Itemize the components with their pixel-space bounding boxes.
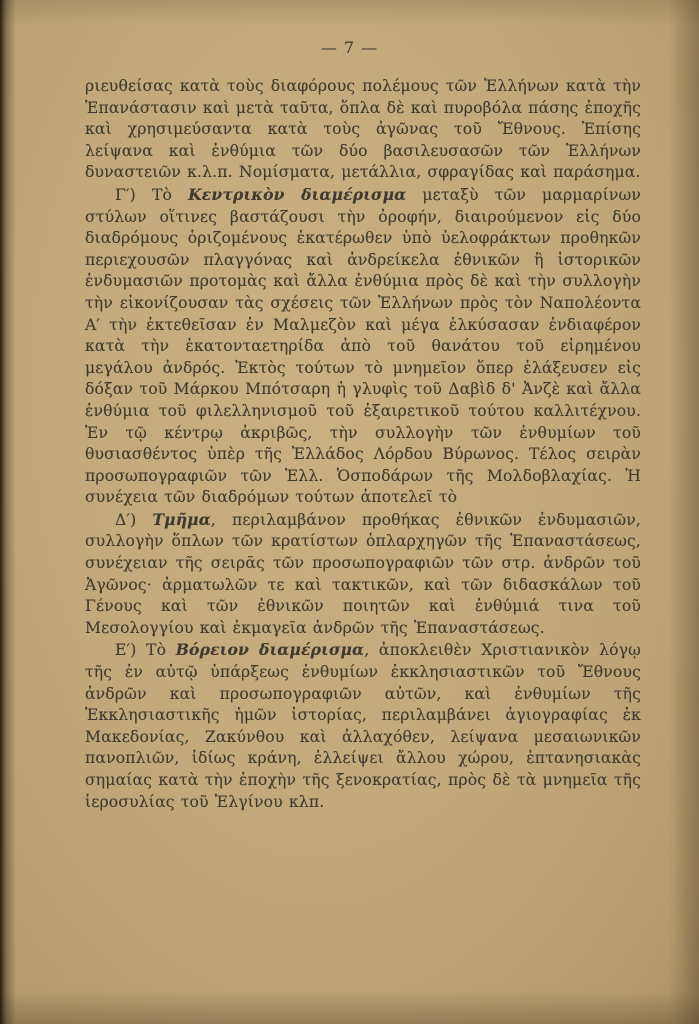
section-title-department: Τμῆμα	[152, 509, 211, 529]
text-segment: , ἀποκλειθὲν Χριστιανικὸν λόγῳ τῆς ἐν αὐτῷ ὑπάρξεως ἐνθυμίων ἐκκλησιαστικῶν τοῦ Ἔθνους ἀνδρῶν καὶ προσωπογραφιῶν αὐτῶν, καὶ ἐνθυμίων τῆς Ἐκκλησιαστικῆς ἡμῶν ἱστορίας, περιλαμβάνει ἁγιογραφίας ἐκ Μακεδονίας, Ζακύνθου καὶ ἀλλαχόθεν, λείψανα μεσαιωνικῶν πανοπλιῶν, ἰδίως κράνη, ἐλλείψει ἄλλου χώρου, ἑπτανησιακὰς σημαίας κατὰ τὴν ἐποχὴν τῆς ξενοκρατίας, πρὸς δὲ τὰ μνημεῖα τῆς ἱεροσυλίας τοῦ Ἐλγίνου κλπ.	[85, 641, 641, 811]
text-segment: , περιλαμβάνον προθήκας ἐθνικῶν ἐνδυμασιῶν, συλλογὴν ὅπλων τῶν κρατίστων ὁπλαρχηγῶν τῆς Ἐπαναστάσεως, συνέχειαν τῆς σειρᾶς τῶν προσωπογραφιῶν τῶν στρ. ἀνδρῶν τοῦ Ἀγῶνος· ἁρματωλῶν τε καὶ τακτικῶν, καὶ τῶν διδασκάλων τοῦ Γένους καὶ τῶν ἐθνικῶν ποιητῶν καὶ ἐνθύμιά τινα τοῦ Μεσολογγίου καὶ ἐκμαγεῖα ἀνδρῶν τῆς Ἐπαναστάσεως.	[85, 510, 641, 637]
section-title-north-compartment: Βόρειον διαμέρισμα	[175, 640, 365, 660]
paragraph	[85, 76, 641, 184]
text-segment: μεταξὺ τῶν μαρμαρίνων στύλων οἵτινες βαστάζουσι τὴν ὀροφήν, διαιρούμενον εἰς δύο διαδρόμους ὁριζομένους ἑκατέρωθεν ὑπὸ ὑελοφράκτων προθηκῶν περιεχουσῶν πλαγγόνας καὶ ἀνδρείκελα ἐθνικῶν ἢ ἱστορικῶν ἐνδυμασιῶν προτομὰς καὶ ἄλλα ἐνθύμια πρὸς δὲ καὶ τὴν συλλογὴν τὴν εἰκονίζουσαν τὰς σχέσεις τῶν Ἑλλήνων πρὸς τὸν Ναπολέοντα Α′ τὴν ἐκτεθεῖσαν ἐν Μαλμεζὸν καὶ μέγα ἑλκύσασαν ἐνδιαφέρον κατὰ τὴν ἑκατονταετηρίδα ἀπὸ τοῦ θανάτου τοῦ εἰρημένου μεγάλου ἀνδρός. Ἐκτὸς τούτων τὸ μνημεῖον ὅπερ ἐλάξευσεν εἰς δόξαν τοῦ Μάρκου Μπότσαρη ἡ γλυφὶς τοῦ Δαβὶδ δ' Ἀνζὲ καὶ ἄλλα ἐνθύμια τοῦ φιλελληνισμοῦ τοῦ ἐξαιρετικοῦ τούτου καλλιτέχνου. Ἐν τῷ κέντρῳ ἀκριβῶς, τὴν συλλογὴν τῶν ἐνθυμίων τοῦ θυσιασθέντος ὑπὲρ τῆς Ἑλλάδος Λόρδου Βύρωνος. Τέλος σειρὰν προσωπογραφιῶν τῶν Ἑλλ. Ὁσποδάρων τῆς Μολδοβλαχίας. Ἡ συνέχεια τῶν διαδρόμων τούτων ἀποτελεῖ τὸ	[85, 185, 642, 507]
text-segment: Γ′) Τὸ	[115, 185, 189, 204]
text-segment: Δ′)	[115, 510, 153, 529]
text-segment: Ε′) Τὸ	[115, 641, 176, 660]
paragraph	[85, 639, 641, 813]
paragraph	[85, 184, 641, 509]
page-number: — 7 —	[320, 38, 379, 57]
text-segment: ριευθείσας κατὰ τοὺς διαφόρους πολέμους τῶν Ἑλλήνων κατὰ τὴν Ἐπανάστασιν καὶ μετὰ ταῦτα, ὅπλα δὲ καὶ πυροβόλα πάσης ἐποχῆς καὶ χρησιμεύσαντα κατὰ τοὺς ἀγῶνας τοῦ Ἔθνους. Ἐπίσης λείψανα καὶ ἐνθύμια τῶν δύο βασιλευσασῶν τῶν Ἑλλήνων δυναστειῶν κ.λ.π. Νομίσματα, μετάλλια, σφραγίδας καὶ παράσημα.	[85, 77, 641, 182]
paragraph	[85, 509, 641, 640]
page-text	[85, 76, 641, 813]
section-title-central-compartment: Κεντρικὸν διαμέρισμα	[188, 184, 407, 204]
